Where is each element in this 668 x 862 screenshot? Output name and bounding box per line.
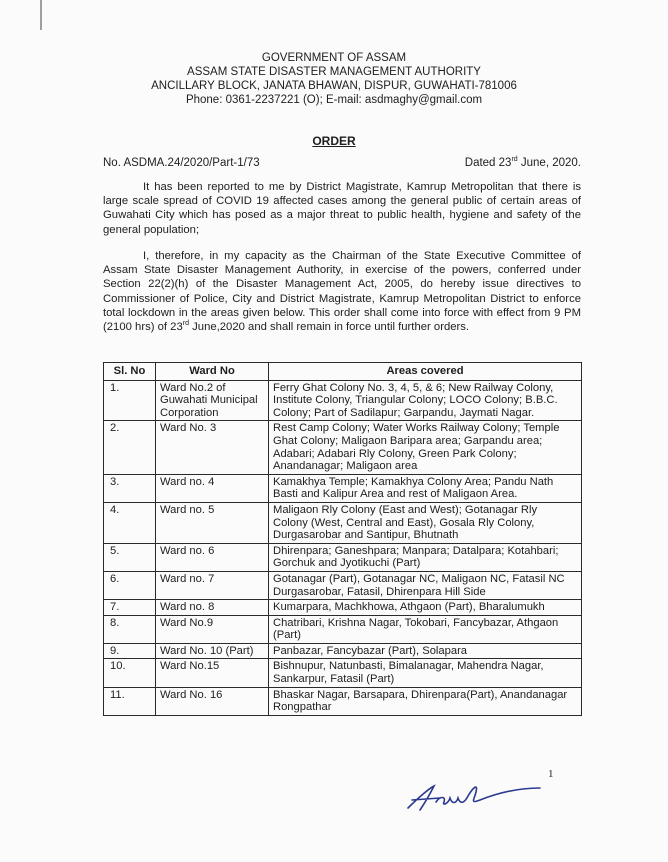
area-line: Colony (West, Central and East), Gosala Rly Colony, <box>273 516 535 529</box>
cell-ward-no <box>156 571 269 599</box>
signature <box>400 778 550 818</box>
cell-areas-covered <box>269 643 582 659</box>
cell-ward-no <box>156 543 269 571</box>
cell-areas-covered <box>269 615 582 643</box>
header-contact: Phone: 0361-2237221 (O); E-mail: asdmaghy@gmail.com <box>185 94 483 106</box>
cell-sl-no: 6. <box>104 571 156 599</box>
paragraph-report: It has been reported to me by District Magistrate, Kamrup Metropolitan that there is large scale spread of COVID 19 affected cases among the general public of certain areas of Guwahati City which has posed as a major threat to public health, hygiene and safety of the general population; <box>103 181 581 236</box>
area-line: Kumarpara, Machkhowa, Athgaon (Part), Bharalumukh <box>273 601 545 614</box>
area-line: (Part) <box>273 629 301 642</box>
cell-sl-no: 10. <box>104 659 156 687</box>
table-row <box>104 502 582 543</box>
table-header-row <box>104 363 582 381</box>
ward-line: Ward no. 6 <box>160 544 215 557</box>
table-row <box>104 421 582 474</box>
header-address: ANCILLARY BLOCK, JANATA BHAWAN, DISPUR, GUWAHATI-781006 <box>151 80 517 92</box>
ward-line: Ward No. 16 <box>160 688 223 701</box>
table-row <box>104 543 582 571</box>
order-title-text: ORDER <box>312 134 356 148</box>
ward-line: Ward no. 7 <box>160 572 215 585</box>
area-line: Bhaskar Nagar, Barsapara, Dhirenpara(Part), Anandanagar <box>273 688 568 701</box>
area-line: Bishnupur, Natunbasti, Bimalanagar, Mahendra Nagar, <box>273 660 544 673</box>
ward-line: Ward no. 4 <box>160 475 215 488</box>
cell-areas-covered <box>269 600 582 616</box>
table-row <box>104 659 582 687</box>
date-suffix: June, 2020. <box>517 157 581 169</box>
date-sup: rd <box>511 156 518 164</box>
cell-areas-covered <box>269 659 582 687</box>
ward-line: Ward No. 10 (Part) <box>160 644 254 657</box>
cell-areas-covered <box>269 687 582 715</box>
area-line: Institute Colony, Triangular Colony; LOCO Colony; B.B.C. <box>273 394 558 407</box>
area-line: Rongpathar <box>273 701 332 714</box>
reference-number: No. ASDMA.24/2020/Part-1/73 <box>103 157 260 169</box>
cell-sl-no: 11. <box>104 687 156 715</box>
area-line: Basti and Kalipur Area and rest of Maligaon Area. <box>273 488 518 501</box>
cell-sl-no: 3. <box>104 474 156 502</box>
cell-sl-no: 9. <box>104 643 156 659</box>
area-line: Durgasarobar and Santipur, Bhutnath <box>273 529 459 542</box>
table-row <box>104 571 582 599</box>
area-line: Anandanagar; Maligaon area <box>273 460 418 473</box>
order-title <box>0 134 668 148</box>
ward-line: Guwahati Municipal <box>160 394 258 407</box>
cell-areas-covered <box>269 571 582 599</box>
cell-areas-covered <box>269 474 582 502</box>
cell-ward-no <box>156 659 269 687</box>
header-government: GOVERNMENT OF ASSAM <box>261 52 407 64</box>
header-sl-no: Sl. No <box>104 363 156 381</box>
directive-text-end: June,2020 and shall remain in force until further orders. <box>189 321 470 334</box>
cell-sl-no: 2. <box>104 421 156 474</box>
cell-ward-no <box>156 502 269 543</box>
cell-areas-covered <box>269 502 582 543</box>
table-row <box>104 687 582 715</box>
area-line: Gorchuk and Jyotikuchi (Part) <box>273 557 421 570</box>
table-row <box>104 380 582 421</box>
table-row <box>104 474 582 502</box>
area-line: Chatribari, Krishna Nagar, Tokobari, Fancybazar, Athgaon <box>273 616 559 629</box>
cell-sl-no: 1. <box>104 380 156 421</box>
cell-ward-no <box>156 643 269 659</box>
date-prefix: Dated 23 <box>464 157 512 169</box>
cell-areas-covered <box>269 380 582 421</box>
area-line: Panbazar, Fancybazar (Part), Solapara <box>273 644 468 657</box>
area-line: Sankarpur, Fatasil (Part) <box>273 673 395 686</box>
area-line: Ghat Colony; Maligaon Baripara area; Garpandu area; <box>273 434 543 447</box>
cell-ward-no <box>156 421 269 474</box>
area-line: Ferry Ghat Colony No. 3, 4, 5, & 6; New Railway Colony, <box>273 381 554 394</box>
table-row <box>104 643 582 659</box>
header-ward-no: Ward No <box>156 363 269 381</box>
ward-line: Ward No.2 of <box>160 381 226 394</box>
ward-line: Ward No.15 <box>160 660 220 673</box>
directive-sup: rd <box>182 320 189 328</box>
table-body <box>104 380 582 715</box>
cell-areas-covered <box>269 421 582 474</box>
ward-line: Ward no. 8 <box>160 601 215 614</box>
cell-ward-no <box>156 687 269 715</box>
cell-ward-no <box>156 380 269 421</box>
area-line: Durgasarobar, Fatasil, Dhirenpara Hill Side <box>273 585 486 598</box>
cell-ward-no <box>156 474 269 502</box>
directive-text: I, therefore, in my capacity as the Chairman of the State Executive Committee of Assam State Disaster Management Authority, in exercise of the powers, conferred under Section 22(2)(h) of the Disaster Management Act, 2005, do hereby issue directives to Commissioner of Police, City and District Magistrate, Kamrup Metropolitan District to enforce total lockdown in the areas given below. This order shall come into force with effect from 9 PM (2100 hrs) of 23 <box>103 250 581 334</box>
cell-ward-no <box>156 615 269 643</box>
cell-sl-no: 4. <box>104 502 156 543</box>
header-authority: ASSAM STATE DISASTER MANAGEMENT AUTHORITY <box>187 66 481 78</box>
area-line: Dhirenpara; Ganeshpara; Manpara; Datalpara; Kotahbari; <box>273 544 559 557</box>
ward-line: Ward No.9 <box>160 616 214 629</box>
table-row <box>104 600 582 616</box>
area-line: Gotanagar (Part), Gotanagar NC, Maligaon NC, Fatasil NC <box>273 572 565 585</box>
order-date <box>465 157 581 169</box>
area-line: Kamakhya Temple; Kamakhya Colony Area; Pandu Nath <box>273 475 554 488</box>
areas-table <box>103 362 582 716</box>
ward-line: Ward No. 3 <box>160 422 217 435</box>
page-number: 1 <box>548 768 554 780</box>
ward-line: Ward no. 5 <box>160 503 215 516</box>
cell-ward-no <box>156 600 269 616</box>
cell-sl-no: 7. <box>104 600 156 616</box>
area-line: Adabari; Adabari Rly Colony, Green Park Colony; <box>273 447 517 460</box>
cell-sl-no: 5. <box>104 543 156 571</box>
area-line: Rest Camp Colony; Water Works Railway Colony; Temple <box>273 422 560 435</box>
area-line: Colony; Part of Sadilapur; Garpandu, Jaymati Nagar. <box>273 406 535 419</box>
header-areas: Areas covered <box>269 363 582 381</box>
ward-line: Corporation <box>160 406 219 419</box>
area-line: Maligaon Rly Colony (East and West); Gotanagar Rly <box>273 503 538 516</box>
paragraph-directive <box>103 249 581 334</box>
cell-areas-covered <box>269 543 582 571</box>
cell-sl-no: 8. <box>104 615 156 643</box>
margin-mark <box>40 0 42 30</box>
table-row <box>104 615 582 643</box>
